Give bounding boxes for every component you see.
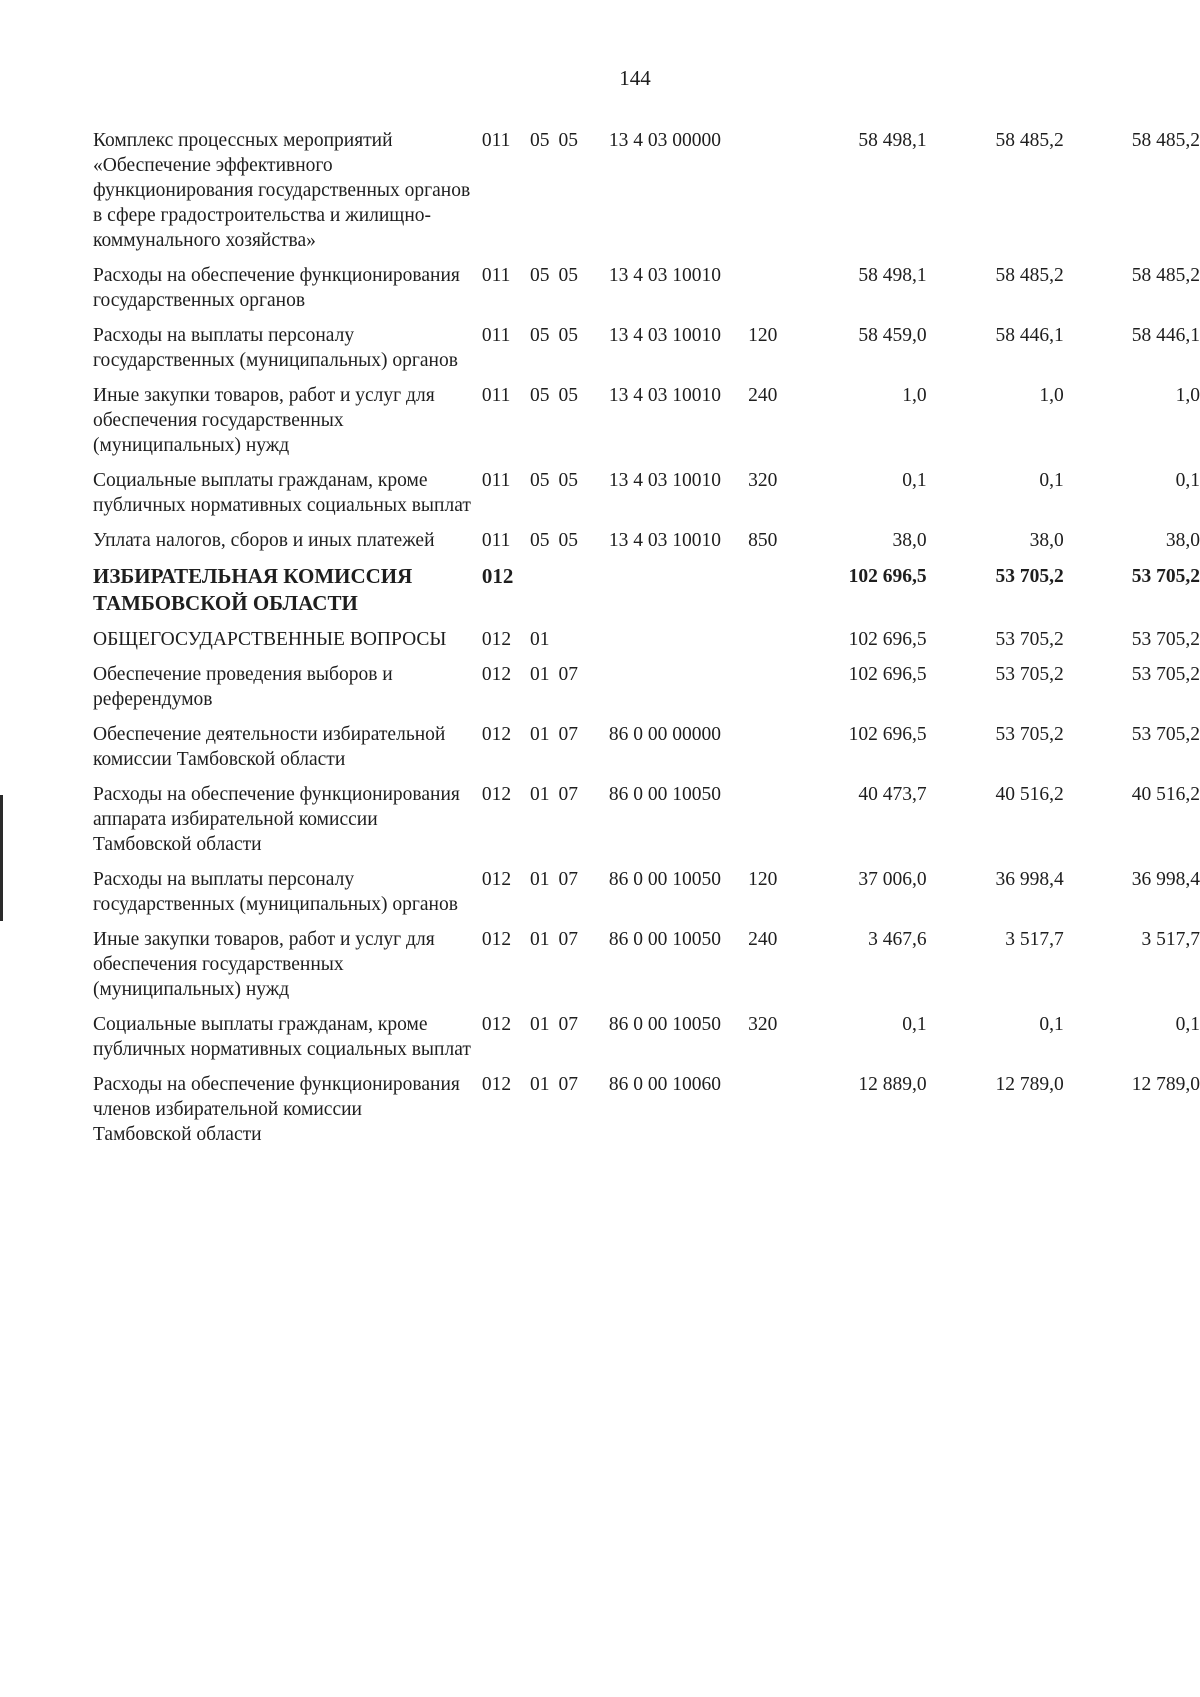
row-gr-code: 012 [481, 664, 512, 685]
row-value-2: 58 485,2 [995, 265, 1064, 286]
row-vr-code [748, 263, 806, 323]
row-value-2: 1,0 [1039, 385, 1064, 406]
row-vr-code: 850 [748, 530, 778, 551]
row-csr-code: 86 0 00 00000 [608, 724, 722, 745]
row-name: Расходы на обеспечение функционирования аппарата избирательной комиссии Тамбовской области [93, 784, 460, 855]
row-value-1: 58 459,0 [858, 325, 927, 346]
row-value-3: 0,1 [1175, 470, 1200, 491]
row-value-1: 37 006,0 [858, 869, 927, 890]
row-gr-code: 011 [481, 130, 511, 151]
row-rz-code: 01 [530, 664, 550, 685]
table-row [93, 128, 1200, 263]
row-name: Расходы на обеспечение функционирования членов избирательной комиссии Тамбовской области [93, 1074, 460, 1145]
row-vr-code: 320 [748, 470, 778, 491]
table-row [93, 383, 1200, 468]
row-name: Расходы на обеспечение функционирования государственных органов [93, 265, 460, 311]
row-gr-code: 012 [481, 929, 512, 950]
table-row [93, 263, 1200, 323]
row-value-2: 0,1 [1039, 470, 1064, 491]
row-vr-code [748, 128, 806, 263]
row-pr-code: 05 [558, 530, 579, 551]
row-pr-code: 07 [558, 929, 579, 950]
row-csr-code: 13 4 03 10010 [608, 530, 722, 551]
row-value-3: 0,1 [1175, 1014, 1200, 1035]
row-gr-code: 011 [481, 265, 511, 286]
row-value-3: 58 446,1 [1131, 325, 1200, 346]
row-pr-code: 05 [558, 385, 579, 406]
row-value-1: 102 696,5 [848, 724, 927, 745]
row-value-1: 0,1 [902, 1014, 927, 1035]
table-row [93, 867, 1200, 927]
row-csr-code: 86 0 00 10050 [608, 784, 722, 805]
row-csr-code: 13 4 03 10010 [608, 470, 722, 491]
row-value-3: 3 517,7 [1141, 929, 1200, 950]
row-value-3: 53 705,2 [1131, 724, 1200, 745]
row-csr-code: 86 0 00 10060 [608, 1074, 722, 1095]
row-value-1: 0,1 [902, 470, 927, 491]
row-value-1: 12 889,0 [858, 1074, 927, 1095]
table-row [93, 528, 1200, 563]
table-row [93, 627, 1200, 662]
row-csr-code [609, 662, 748, 722]
row-pr-code: 07 [558, 724, 579, 745]
table-row [93, 1072, 1200, 1157]
row-name: Обеспечение деятельности избирательной комиссии Тамбовской области [93, 724, 446, 770]
budget-table-body [93, 128, 1200, 1157]
row-vr-code: 120 [748, 869, 778, 890]
row-rz-code: 01 [530, 929, 550, 950]
row-value-1: 102 696,5 [848, 629, 927, 650]
row-value-2: 36 998,4 [995, 869, 1064, 890]
row-gr-code: 012 [481, 629, 512, 650]
row-csr-code [609, 563, 748, 627]
row-name: Иные закупки товаров, работ и услуг для обеспечения государственных (муниципальных) нужд [93, 385, 435, 456]
row-value-3: 53 705,2 [1131, 566, 1200, 587]
row-csr-code: 86 0 00 10050 [608, 929, 722, 950]
row-pr-code: 05 [558, 130, 579, 151]
row-rz-code [530, 563, 559, 627]
row-rz-code: 01 [530, 784, 550, 805]
row-value-1: 1,0 [902, 385, 927, 406]
table-row [93, 927, 1200, 1012]
row-name: Социальные выплаты гражданам, кроме публичных нормативных социальных выплат [93, 1014, 471, 1060]
row-gr-code: 011 [481, 385, 511, 406]
row-pr-code [559, 563, 609, 627]
row-name: Уплата налогов, сборов и иных платежей [93, 530, 435, 551]
row-value-3: 58 485,2 [1131, 265, 1200, 286]
row-rz-code: 05 [530, 265, 550, 286]
row-vr-code [748, 662, 806, 722]
table-row [93, 468, 1200, 528]
row-value-1: 102 696,5 [848, 664, 927, 685]
table-row [93, 782, 1200, 867]
budget-table [93, 128, 1200, 1157]
row-rz-code: 05 [530, 385, 550, 406]
row-value-3: 58 485,2 [1131, 130, 1200, 151]
row-rz-code: 01 [530, 1074, 550, 1095]
row-value-3: 12 789,0 [1131, 1074, 1200, 1095]
row-name: ОБЩЕГОСУДАРСТВЕННЫЕ ВОПРОСЫ [93, 629, 447, 650]
row-value-3: 53 705,2 [1131, 664, 1200, 685]
row-csr-code: 13 4 03 00000 [608, 130, 722, 151]
row-rz-code: 05 [530, 530, 550, 551]
row-csr-code: 86 0 00 10050 [608, 1014, 722, 1035]
row-gr-code: 012 [481, 1014, 512, 1035]
row-value-1: 58 498,1 [858, 265, 927, 286]
row-vr-code: 240 [748, 385, 778, 406]
row-name: ИЗБИРАТЕЛЬНАЯ КОМИССИЯ ТАМБОВСКОЙ ОБЛАСТИ [93, 564, 413, 615]
row-csr-code: 13 4 03 10010 [608, 385, 722, 406]
table-row [93, 323, 1200, 383]
row-name: Социальные выплаты гражданам, кроме публичных нормативных социальных выплат [93, 470, 471, 516]
row-vr-code: 240 [748, 929, 778, 950]
row-csr-code [609, 627, 748, 662]
table-row [93, 722, 1200, 782]
row-value-2: 53 705,2 [995, 566, 1064, 587]
table-row-section-header [93, 563, 1200, 627]
row-csr-code: 86 0 00 10050 [608, 869, 722, 890]
table-row [93, 662, 1200, 722]
row-vr-code [748, 722, 806, 782]
row-vr-code: 120 [748, 325, 778, 346]
row-vr-code [748, 627, 806, 662]
row-value-2: 38,0 [1029, 530, 1064, 551]
row-gr-code: 012 [481, 784, 512, 805]
row-name: Комплекс процессных мероприятий «Обеспечение эффективного функционирования государственных органов в сфере градостроительства и жилищно-коммунального хозяйства» [93, 130, 471, 251]
row-pr-code: 05 [558, 325, 579, 346]
row-value-2: 53 705,2 [995, 629, 1064, 650]
row-gr-code: 011 [481, 530, 511, 551]
row-value-3: 36 998,4 [1131, 869, 1200, 890]
row-gr-code: 012 [481, 724, 512, 745]
row-csr-code: 13 4 03 10010 [608, 325, 722, 346]
page-number: 144 [619, 66, 651, 90]
row-value-3: 40 516,2 [1131, 784, 1200, 805]
row-value-2: 40 516,2 [995, 784, 1064, 805]
row-pr-code [559, 627, 609, 662]
row-gr-code: 011 [481, 325, 511, 346]
row-value-1: 38,0 [892, 530, 927, 551]
row-csr-code: 13 4 03 10010 [608, 265, 722, 286]
row-name: Расходы на выплаты персоналу государственных (муниципальных) органов [93, 869, 458, 915]
row-rz-code: 01 [530, 724, 550, 745]
row-rz-code: 01 [530, 1014, 550, 1035]
row-rz-code: 01 [530, 629, 550, 650]
row-value-2: 53 705,2 [995, 664, 1064, 685]
row-value-1: 58 498,1 [858, 130, 927, 151]
row-value-1: 102 696,5 [848, 566, 927, 587]
row-gr-code: 012 [481, 869, 512, 890]
row-value-3: 53 705,2 [1131, 629, 1200, 650]
row-gr-code: 012 [481, 564, 514, 588]
row-gr-code: 011 [481, 470, 511, 491]
row-name: Расходы на выплаты персоналу государственных (муниципальных) органов [93, 325, 458, 371]
row-pr-code: 07 [558, 1074, 579, 1095]
row-gr-code: 012 [481, 1074, 512, 1095]
row-pr-code: 07 [558, 784, 579, 805]
row-pr-code: 07 [558, 664, 579, 685]
row-pr-code: 07 [558, 869, 579, 890]
row-rz-code: 01 [530, 869, 550, 890]
row-value-2: 3 517,7 [1005, 929, 1064, 950]
row-vr-code [748, 563, 806, 627]
row-pr-code: 05 [558, 470, 579, 491]
row-value-2: 58 485,2 [995, 130, 1064, 151]
row-value-2: 53 705,2 [995, 724, 1064, 745]
row-value-2: 12 789,0 [995, 1074, 1064, 1095]
row-value-2: 58 446,1 [995, 325, 1064, 346]
row-vr-code [748, 782, 806, 867]
row-pr-code: 05 [558, 265, 579, 286]
row-name: Иные закупки товаров, работ и услуг для обеспечения государственных (муниципальных) нужд [93, 929, 435, 1000]
row-value-3: 38,0 [1165, 530, 1200, 551]
row-rz-code: 05 [530, 325, 550, 346]
row-value-3: 1,0 [1175, 385, 1200, 406]
row-value-2: 0,1 [1039, 1014, 1064, 1035]
row-vr-code [748, 1072, 806, 1157]
scan-edge-mark [0, 795, 3, 921]
row-value-1: 3 467,6 [868, 929, 927, 950]
row-pr-code: 07 [558, 1014, 579, 1035]
row-rz-code: 05 [530, 130, 550, 151]
row-vr-code: 320 [748, 1014, 778, 1035]
table-row [93, 1012, 1200, 1072]
row-name: Обеспечение проведения выборов и референдумов [93, 664, 393, 710]
row-rz-code: 05 [530, 470, 550, 491]
row-value-1: 40 473,7 [858, 784, 927, 805]
